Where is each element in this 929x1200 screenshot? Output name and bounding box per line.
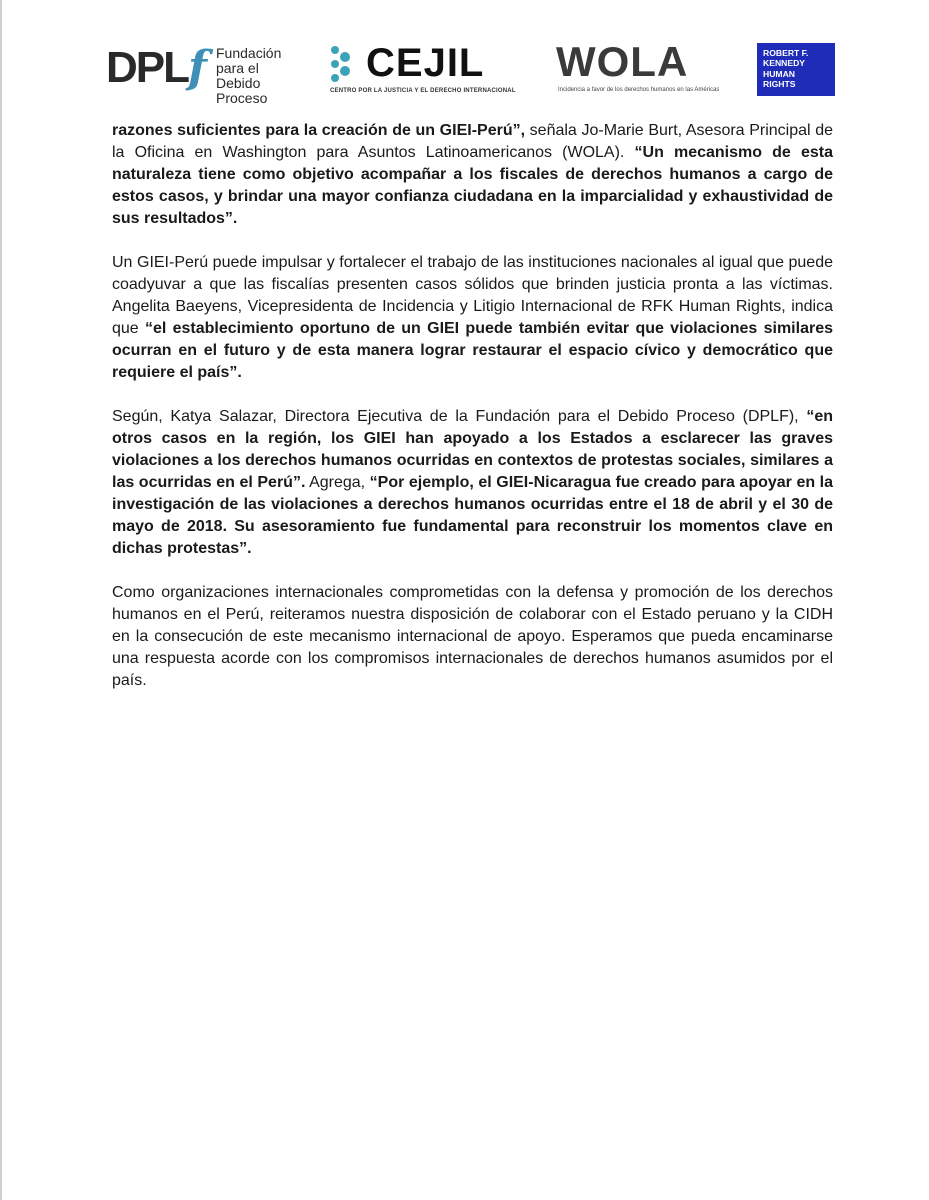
cejil-wordmark: CEJIL — [366, 41, 485, 85]
dplf-logo-line: Fundación — [216, 45, 282, 61]
cejil-logo — [328, 42, 514, 98]
paragraph — [112, 582, 833, 692]
bold-quote-text: “en otros casos en la región, los GIEI han apoyado a los Estados a esclarecer las graves violaciones a los derechos humanos ocurridas en contextos de protestas sociales, similares a las ocurridas en el Perú”. — [112, 408, 833, 491]
document-body — [112, 120, 833, 714]
wola-subtitle: Incidencia a favor de los derechos humanos en las Américas — [558, 87, 720, 93]
bold-quote-text: “el establecimiento oportuno de un GIEI puede también evitar que violaciones similares ocurran en el futuro y de esta manera lograr restaurar el espacio cívico y democrático que requiere el país”. — [112, 320, 833, 381]
paragraph — [112, 406, 833, 560]
dplf-logo-line: para el Debido — [216, 60, 261, 91]
dplf-logo — [106, 42, 306, 106]
dplf-logo-line: Proceso — [216, 90, 268, 106]
dplf-logo-text — [216, 46, 306, 106]
header-logos — [0, 0, 929, 110]
bold-quote-text: razones suficientes para la creación de un GIEI-Perú”, — [112, 122, 526, 139]
wola-logo — [556, 38, 738, 98]
body-text: Un GIEI-Perú puede impulsar y fortalecer el trabajo de las instituciones nacionales al igual que puede coadyuvar a que las fiscalías presenten casos sólidos que brinden justicia pronta a las víctimas. Angelita Baeyens, Vicepresidenta de Incidencia y Litigio Internacional de RFK Human Rights, indica que — [112, 254, 833, 337]
cejil-subtitle: CENTRO POR LA JUSTICIA Y EL DERECHO INTERNACIONAL — [330, 88, 516, 94]
paragraph — [112, 252, 833, 384]
body-text: Según, Katya Salazar, Directora Ejecutiva de la Fundación para el Debido Proceso (DPLF), — [112, 408, 807, 425]
rfk-logo-text: ROBERT F. KENNEDY HUMAN RIGHTS — [763, 48, 809, 90]
body-text: señala Jo-Marie Burt, Asesora Principal de la Oficina en Washington para Asuntos Latinoamericanos (WOLA). — [112, 122, 834, 161]
rfk-human-rights-logo — [757, 43, 835, 96]
page-edge — [0, 0, 2, 1200]
body-text: Como organizaciones internacionales comprometidas con la defensa y promoción de los derechos humanos en el Perú, reiteramos nuestra disposición de colaborar con el Estado peruano y la CIDH en la consecución de este mecanismo internacional de apoyo. Esperamos que pueda encaminarse una respuesta acorde con los compromisos internacionales de derechos humanos asumidos por el país. — [112, 584, 833, 689]
bold-quote-text: “Por ejemplo, el GIEI-Nicaragua fue creado para apoyar en la investigación de las violaciones a derechos humanos ocurridas entre el 18 de abril y el 30 de mayo de 2018. Su asesoramiento fue fundamental para reconstruir los momentos clave en dichas protestas”. — [112, 474, 834, 557]
wola-wordmark: WOLA — [556, 38, 689, 85]
dplf-logo-mark-f: f — [188, 42, 205, 93]
body-text: Agrega, — [305, 474, 370, 491]
dplf-logo-mark-letters: DPL — [106, 43, 188, 92]
bold-quote-text: “Un mecanismo de esta naturaleza tiene como objetivo acompañar a los fiscales de derechos humanos a cargo de estos casos, y brindar una mayor confianza ciudadana en la imparcialidad y exhaustividad de sus resultados”. — [112, 144, 833, 227]
cejil-dots-icon — [328, 44, 358, 84]
dplf-logo-mark — [106, 44, 205, 92]
paragraph — [112, 120, 833, 230]
